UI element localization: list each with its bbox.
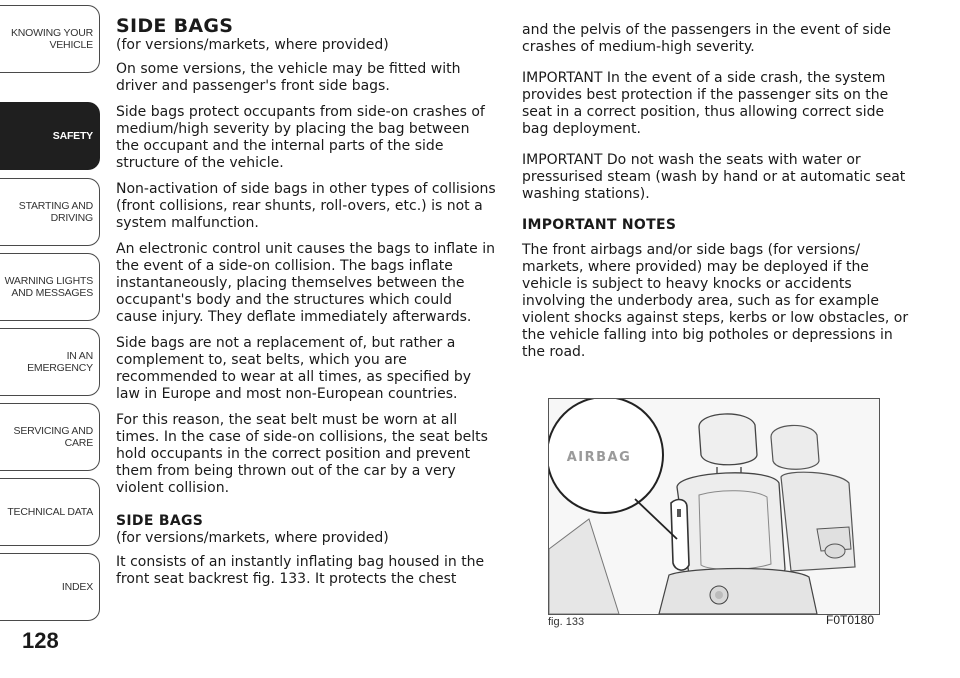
tab-knowing-your-vehicle[interactable]: KNOWING YOUR VEHICLE: [0, 5, 100, 73]
paragraph: Side bags protect occupants from side-on crashes of medium/high severity by placing the bag between the occupant and the internal parts of the side structure of the vehicle.: [116, 104, 485, 171]
right-column: [522, 22, 912, 370]
paragraph: Non-activation of side bags in other types of collisions (front collisions, rear shunts, roll-overs, etc.) is not a system malfunction.: [116, 181, 496, 231]
tab-safety[interactable]: SAFETY: [0, 102, 100, 170]
paragraph: On some versions, the vehicle may be fitted with driver and passenger's front side bags.: [116, 61, 461, 94]
important-note: IMPORTANT Do not wash the seats with water or pressurised steam (wash by hand or at automatic seat washing stations).: [522, 152, 906, 202]
important-note: IMPORTANT In the event of a side crash, the system provides best protection if the passenger sits on the seat in a correct position, thus allowing correct side bag deployment.: [522, 70, 889, 137]
tab-in-an-emergency[interactable]: IN AN EMERGENCY: [0, 328, 100, 396]
notes-paragraph: The front airbags and/or side bags (for versions/ markets, where provided) may be deployed if the vehicle is subject to heavy knocks or accidents involving the underbody area, such as for example violent shocks against steps, kerbs or low obstacles, or the vehicle falling into big potholes or depressions in the road.: [522, 242, 909, 360]
paragraph: An electronic control unit causes the bags to inflate in the event of a side-on collision. The bags inflate instantaneously, placing themselves between the occupant's body and the structures which could cause injury. They deflate immediately afterwards.: [116, 241, 495, 325]
tab-warning-lights[interactable]: WARNING LIGHTS AND MESSAGES: [0, 253, 100, 321]
notes-title: IMPORTANT NOTES: [522, 217, 677, 233]
figure-code: F0T0180: [826, 613, 875, 627]
seat-illustration: [549, 399, 879, 614]
section-title: SIDE BAGS: [116, 15, 234, 37]
tab-starting-and-driving[interactable]: STARTING AND DRIVING: [0, 178, 100, 246]
left-column: [116, 15, 496, 597]
tab-technical-data[interactable]: TECHNICAL DATA: [0, 478, 100, 546]
page-number: 128: [22, 628, 59, 653]
paragraph: It consists of an instantly inflating bag housed in the front seat backrest fig. 133. It protects the chest: [116, 554, 485, 587]
paragraph: For this reason, the seat belt must be worn at all times. In the case of side-on collisions, the seat belts hold occupants in the correct position and prevent them from being thrown out of the car by a very violent collision.: [116, 412, 488, 496]
figure-caption: fig. 133: [548, 616, 585, 628]
airbag-label: AIRBAG: [566, 450, 632, 465]
section2-subtitle: (for versions/markets, where provided): [116, 530, 389, 546]
chapter-sidebar: [0, 0, 100, 678]
section-subtitle: (for versions/markets, where provided): [116, 37, 389, 53]
section2-title: SIDE BAGS: [116, 513, 204, 529]
figure-side-airbag: [548, 398, 880, 615]
tab-servicing-and-care[interactable]: SERVICING AND CARE: [0, 403, 100, 471]
tab-index[interactable]: INDEX: [0, 553, 100, 621]
paragraph: Side bags are not a replacement of, but rather a complement to, seat belts, which you are recommended to wear at all times, as specified by law in Europe and most non-European countries.: [116, 335, 472, 402]
paragraph: and the pelvis of the passengers in the event of side crashes of medium-high severity.: [522, 22, 892, 55]
